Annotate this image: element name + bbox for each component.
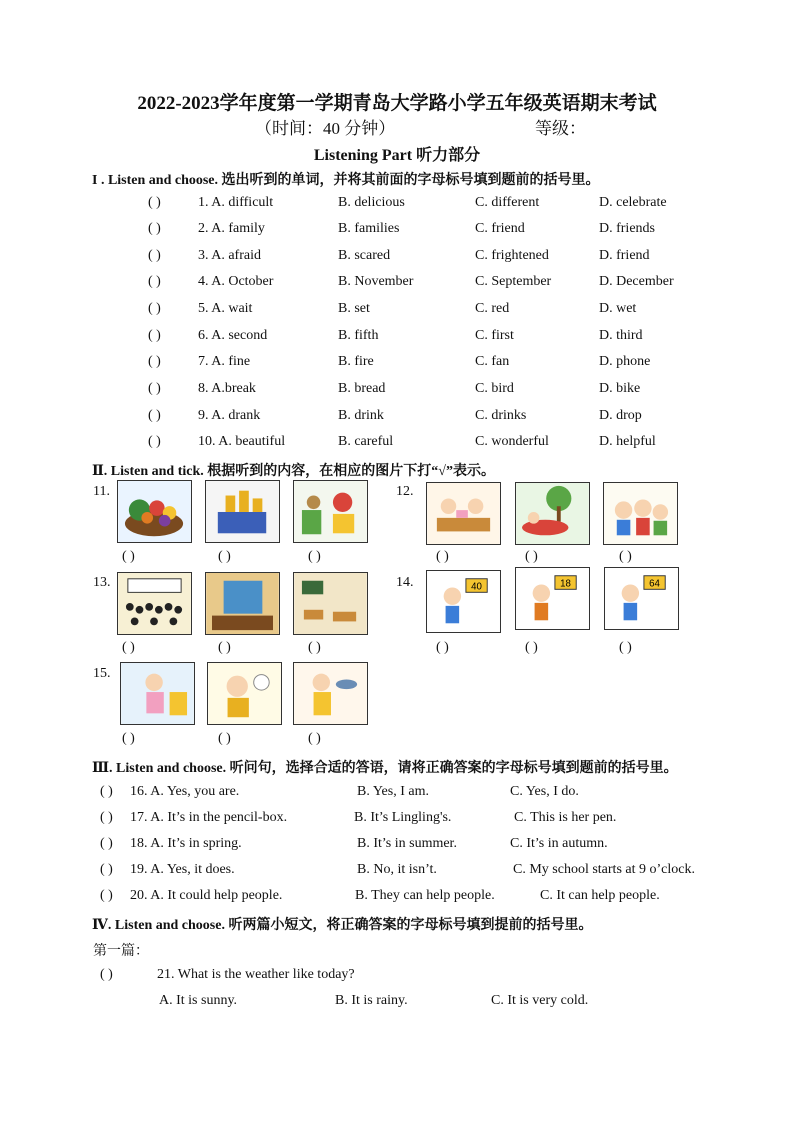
q3-option-b: B. scared xyxy=(338,248,391,263)
q3-option-a: 3. A. afraid xyxy=(198,248,261,263)
q9-option-a: 9. A. drank xyxy=(198,408,261,423)
time-label: （时间：40 分钟） xyxy=(255,119,396,138)
man-eating-picture xyxy=(207,662,282,725)
q3-answer-paren[interactable]: ( ) xyxy=(148,248,161,263)
school-hall-picture xyxy=(205,572,280,635)
q1-option-c: C. different xyxy=(475,195,540,210)
singing-children-picture xyxy=(603,482,678,545)
q7-option-a: 7. A. fine xyxy=(198,354,251,369)
section4-heading: Ⅳ. Listen and choose. 听两篇小短文，将正确答案的字母标号填到提前的括号里。 xyxy=(92,918,593,933)
picture-answer-paren[interactable]: ( ) xyxy=(619,640,632,655)
q19-option-a: 19. A. Yes, it does. xyxy=(130,862,235,877)
sign-64-text: 64 xyxy=(649,578,660,590)
q10-option-a: 10. A. beautiful xyxy=(198,434,286,449)
picture-answer-paren[interactable]: ( ) xyxy=(218,549,231,564)
boy-sign-64-picture xyxy=(604,567,679,630)
girl-at-window-picture xyxy=(120,662,195,725)
question-21-option-b: B. It is rainy. xyxy=(335,993,408,1008)
q7-option-d: D. phone xyxy=(599,354,651,369)
picnic-picture xyxy=(515,482,590,545)
picture-answer-paren[interactable]: ( ) xyxy=(525,640,538,655)
question-14-number: 14. xyxy=(396,575,414,590)
q10-answer-paren[interactable]: ( ) xyxy=(148,434,161,449)
coins-on-desk-picture xyxy=(205,480,280,543)
toys-picture xyxy=(293,480,368,543)
q16-option-b: B. Yes, I am. xyxy=(357,784,429,799)
picture-answer-paren[interactable]: ( ) xyxy=(308,731,321,746)
question-21-paren[interactable]: ( ) xyxy=(100,967,113,982)
q17-answer-paren[interactable]: ( ) xyxy=(100,810,113,825)
q4-option-b: B. November xyxy=(338,274,414,289)
q6-option-b: B. fifth xyxy=(338,328,379,343)
question-21-option-a: A. It is sunny. xyxy=(159,993,238,1008)
classroom-picture xyxy=(293,572,368,635)
q3-option-c: C. frightened xyxy=(475,248,549,263)
q10-option-c: C. wonderful xyxy=(475,434,549,449)
picture-answer-paren[interactable]: ( ) xyxy=(436,640,449,655)
q9-option-b: B. drink xyxy=(338,408,384,423)
q5-option-b: B. set xyxy=(338,301,370,316)
grade-label: 等级： xyxy=(535,119,586,138)
picture-answer-paren[interactable]: ( ) xyxy=(436,549,449,564)
boy-sign-18-picture xyxy=(515,567,590,630)
q1-answer-paren[interactable]: ( ) xyxy=(148,195,161,210)
q20-option-b: B. They can help people. xyxy=(355,888,495,903)
question-15-number: 15. xyxy=(93,666,111,681)
section3-heading: Ⅲ. Listen and choose. 听问句，选择合适的答语，请将正确答案的字母标号填到题前的括号里。 xyxy=(92,761,678,776)
q18-option-c: C. It’s in autumn. xyxy=(510,836,608,851)
q4-option-d: D. December xyxy=(599,274,674,289)
q1-option-b: B. delicious xyxy=(338,195,405,210)
section2-heading: Ⅱ. Listen and tick. 根据听到的内容，在相应的图片下打“√”表示。 xyxy=(92,464,495,479)
q2-option-b: B. families xyxy=(338,221,400,236)
picture-answer-paren[interactable]: ( ) xyxy=(218,640,231,655)
q19-option-b: B. No, it isn’t. xyxy=(357,862,437,877)
picture-answer-paren[interactable]: ( ) xyxy=(122,549,135,564)
q1-option-a: 1. A. difficult xyxy=(198,195,274,210)
q9-option-c: C. drinks xyxy=(475,408,527,423)
section1-heading: I . Listen and choose. 选出听到的单词，并将其前面的字母标号填到题前的括号里。 xyxy=(92,173,600,188)
q8-option-b: B. bread xyxy=(338,381,386,396)
picture-answer-paren[interactable]: ( ) xyxy=(619,549,632,564)
girl-with-plate-picture xyxy=(293,662,368,725)
q5-option-a: 5. A. wait xyxy=(198,301,253,316)
q9-option-d: D. drop xyxy=(599,408,642,423)
boy-sign-40-picture xyxy=(426,570,501,633)
q17-option-c: C. This is her pen. xyxy=(514,810,617,825)
q5-option-c: C. red xyxy=(475,301,510,316)
crowd-picture xyxy=(117,572,192,635)
q17-option-a: 17. A. It’s in the pencil-box. xyxy=(130,810,288,825)
q2-option-d: D. friends xyxy=(599,221,655,236)
q2-answer-paren[interactable]: ( ) xyxy=(148,221,161,236)
q10-option-b: B. careful xyxy=(338,434,394,449)
question-11-number: 11. xyxy=(93,484,110,499)
sign-18-text: 18 xyxy=(560,578,571,590)
q16-option-c: C. Yes, I do. xyxy=(510,784,579,799)
question-12-number: 12. xyxy=(396,484,414,499)
q9-answer-paren[interactable]: ( ) xyxy=(148,408,161,423)
q4-option-c: C. September xyxy=(475,274,552,289)
fruit-basket-picture xyxy=(117,480,192,543)
q6-option-d: D. third xyxy=(599,328,643,343)
picture-answer-paren[interactable]: ( ) xyxy=(122,640,135,655)
picture-answer-paren[interactable]: ( ) xyxy=(122,731,135,746)
part-heading: Listening Part 听力部分 xyxy=(313,147,481,164)
q20-option-a: 20. A. It could help people. xyxy=(130,888,283,903)
q5-answer-paren[interactable]: ( ) xyxy=(148,301,161,316)
picture-answer-paren[interactable]: ( ) xyxy=(308,549,321,564)
q7-option-c: C. fan xyxy=(475,354,510,369)
q20-answer-paren[interactable]: ( ) xyxy=(100,888,113,903)
q4-option-a: 4. A. October xyxy=(198,274,274,289)
picture-answer-paren[interactable]: ( ) xyxy=(308,640,321,655)
q2-option-c: C. friend xyxy=(475,221,525,236)
q19-answer-paren[interactable]: ( ) xyxy=(100,862,113,877)
q8-option-a: 8. A.break xyxy=(198,381,256,396)
q6-option-a: 6. A. second xyxy=(198,328,268,343)
q2-option-a: 2. A. family xyxy=(198,221,265,236)
q8-answer-paren[interactable]: ( ) xyxy=(148,381,161,396)
picture-answer-paren[interactable]: ( ) xyxy=(525,549,538,564)
q18-answer-paren[interactable]: ( ) xyxy=(100,836,113,851)
q16-option-a: 16. A. Yes, you are. xyxy=(130,784,240,799)
question-21-option-c: C. It is very cold. xyxy=(491,993,589,1008)
question-21-text: 21. What is the weather like today? xyxy=(157,967,355,982)
q16-answer-paren[interactable]: ( ) xyxy=(100,784,113,799)
q8-option-d: D. bike xyxy=(599,381,641,396)
birthday-party-picture xyxy=(426,482,501,545)
q5-option-d: D. wet xyxy=(599,301,637,316)
q6-option-c: C. first xyxy=(475,328,514,343)
exam-title: 2022-2023学年度第一学期青岛大学路小学五年级英语期末考试 xyxy=(137,93,657,114)
picture-answer-paren[interactable]: ( ) xyxy=(218,731,231,746)
q19-option-c: C. My school starts at 9 o’clock. xyxy=(513,862,695,877)
q10-option-d: D. helpful xyxy=(599,434,656,449)
q8-option-c: C. bird xyxy=(475,381,514,396)
q20-option-c: C. It can help people. xyxy=(540,888,660,903)
q7-answer-paren[interactable]: ( ) xyxy=(148,354,161,369)
passage-one-label: 第一篇： xyxy=(93,944,149,959)
q1-option-d: D. celebrate xyxy=(599,195,667,210)
q18-option-b: B. It’s in summer. xyxy=(357,836,457,851)
sign-40-text: 40 xyxy=(471,581,482,593)
q18-option-a: 18. A. It’s in spring. xyxy=(130,836,242,851)
q17-option-b: B. It’s Lingling's. xyxy=(354,810,452,825)
question-13-number: 13. xyxy=(93,575,111,590)
q4-answer-paren[interactable]: ( ) xyxy=(148,274,161,289)
q6-answer-paren[interactable]: ( ) xyxy=(148,328,161,343)
q7-option-b: B. fire xyxy=(338,354,374,369)
q3-option-d: D. friend xyxy=(599,248,650,263)
